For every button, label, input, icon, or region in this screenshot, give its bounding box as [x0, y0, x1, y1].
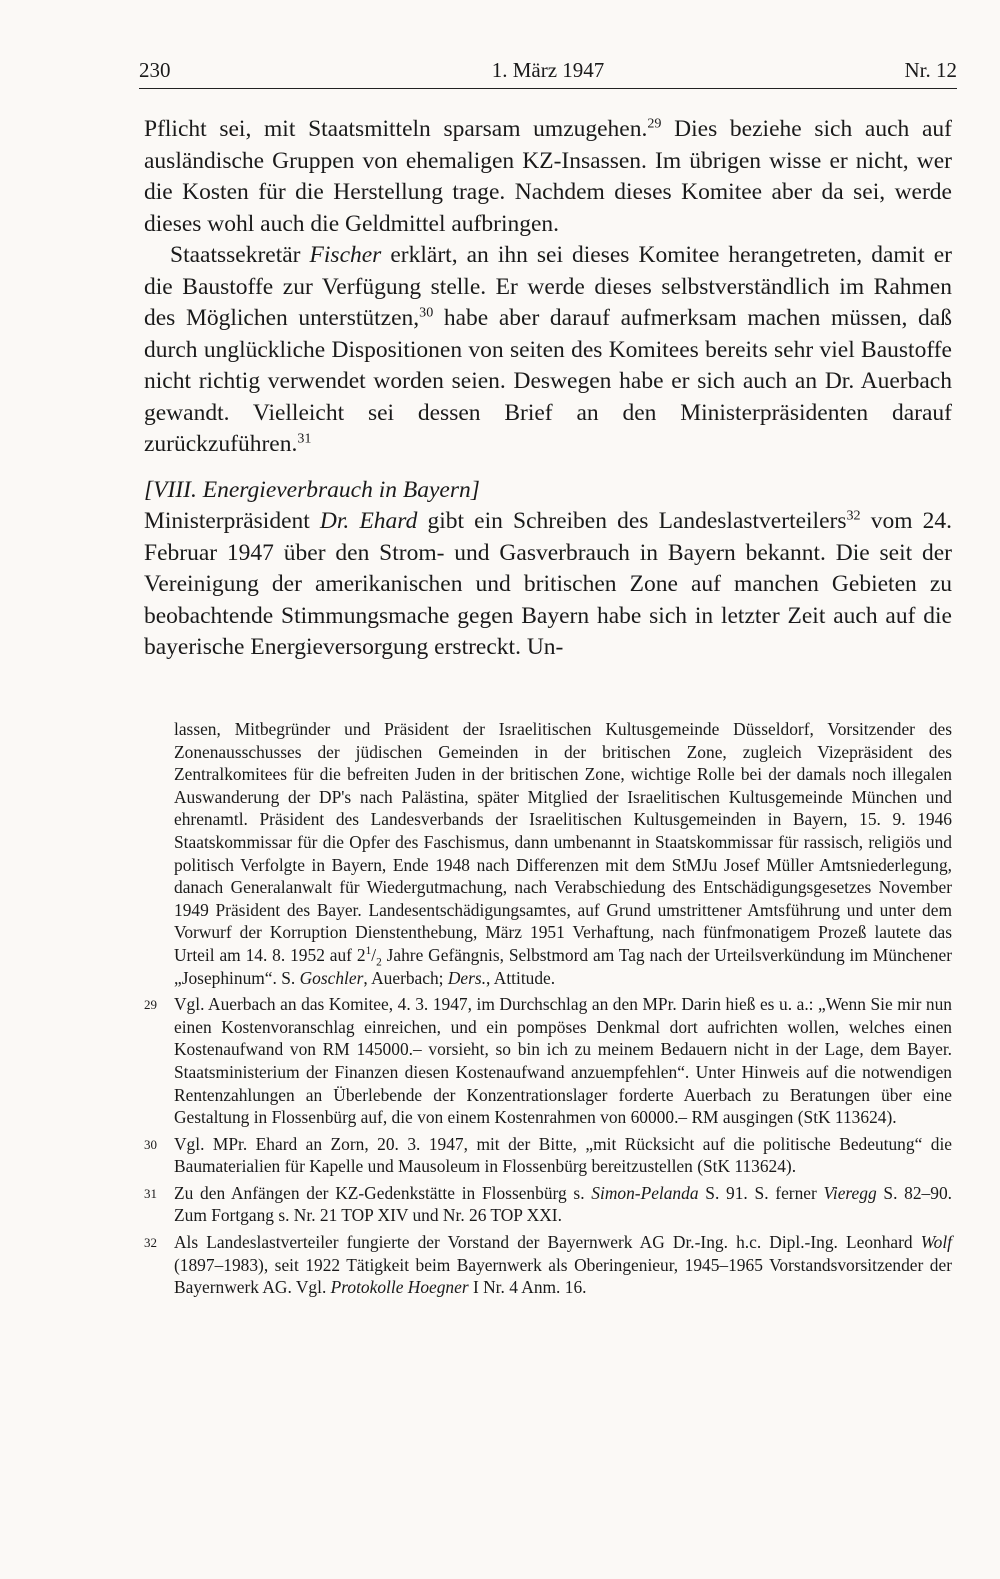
person-name: Dr. Ehard	[319, 508, 418, 534]
fraction: $2^1/_2$	[356, 944, 382, 969]
footnote-continuation: lassen, Mitbegründer und Präsident der Israelitischen Kultusgemeinde Düsseldorf, Vorsitzender des Zonenausschusses der jüdischen Gemeinden in der britischen Zone, zugleich Vizepräsident des Zentralkomitees für die befreiten Juden in der britischen Zone, wichtige Rolle bei der damals noch illegalen Auswanderung der DP's nach Palästina, später Mitglied der Israelitischen Kultusgemeinde München und ehrenamtl. Präsident des Landesverbands der Israelitischen Kultusgemeinden in Bayern, 15. 9. 1946 Staatskommissar für die Opfer des Faschismus, dann umbenannt in Staatskommissar für rassisch, religiös und politisch Verfolgte in Bayern, Ende 1948 nach Differenzen mit dem StMJu Josef Müller Amtsniederlegung, danach Generalanwalt für Wiedergutmachung, nach Verabschiedung des Entschädigungsgesetzes November 1949 Präsident des Bayer. Landesentschädigungsamtes, auf Grund umstrittener Amtsführung und unter dem Vorwurf der Korruption Dienstenthebung, März 1951 Verhaftung, nach fünfmonatigem Prozeß lautete das Urteil am 14. 8. 1952 auf $2^1/_2$ Jahre Gefängnis, Selbstmord am Tag nach der Urteilsverkündung im Münchener „Josephinum“. S. Goschler, Auerbach; Ders., Attitude.	[174, 719, 952, 988]
footnote-31	[144, 1182, 952, 1227]
footnote-number: 32	[144, 1235, 157, 1251]
footnotes	[144, 718, 952, 1299]
footnote-ref-30: 30	[419, 304, 434, 321]
running-header	[139, 50, 957, 86]
paragraph-1: Pflicht sei, mit Staatsmitteln sparsam umzugehen.$^{29}$ Dies beziehe sich auch auf ausländische Gruppen von ehemaligen KZ-Insassen. Im übrigen wisse er nicht, wer die Kosten für die Herstellung trage. Nachdem dieses Komitee aber da sei, werde dieses wohl auch die Geldmittel aufbringen.	[144, 115, 952, 237]
header-date: 1. März 1947	[491, 58, 605, 82]
header-rule	[139, 88, 957, 89]
footnote-number: 31	[144, 1185, 157, 1201]
footnote-number: 30	[144, 1136, 157, 1152]
paragraph-3: Ministerpräsident Dr. Ehard gibt ein Schreiben des Landeslastverteilers$^{32}$ vom 24. Februar 1947 über den Strom- und Gasverbrauch in Bayern bekannt. Die seit der Vereinigung der amerikanischen und britischen Zone auf manchen Gebieten zu beobachtende Stimmungsmache gegen Bayern habe sich in letzter Zeit auch auf die bayerische Energieversorgung erstreckt. Un-	[144, 507, 953, 660]
footnote-text: Als Landeslastverteiler fungierte der Vorstand der Bayernwerk AG Dr.-Ing. h.c. Dipl.-Ing. Leonhard Wolf (1897–1983), seit 1922 Tätigkeit beim Bayernwerk als Oberingenieur, 1945–1965 Vorstandsvorsitzender der Bayernwerk AG. Vgl. Protokolle Hoegner I Nr. 4 Anm. 16.	[174, 1232, 952, 1298]
section-heading: [VIII. Energieverbrauch in Bayern]	[144, 476, 480, 503]
footnote-number: 29	[144, 997, 157, 1013]
footnote-ref-32: 32	[846, 507, 861, 524]
footnote-text: Zu den Anfängen der KZ-Gedenkstätte in Flossenbürg s. Simon-Pelanda S. 91. S. ferner Vieregg S. 82–90. Zum Fortgang s. Nr. 21 TOP XIV und Nr. 26 TOP XXI.	[174, 1182, 952, 1226]
person-name: Fischer	[309, 242, 382, 268]
footnote-32	[144, 1231, 952, 1299]
footnote-ref-29: 29	[647, 115, 662, 132]
footnote-text: Vgl. MPr. Ehard an Zorn, 20. 3. 1947, mit der Bitte, „mit Rücksicht auf die politische Bedeutung“ die Baumaterialien für Kapelle und Mausoleum in Flossenbürg bereitzustellen (StK 113624).	[174, 1133, 952, 1177]
footnote-29	[144, 993, 952, 1129]
footnote-30	[144, 1133, 952, 1178]
document-number: Nr. 12	[904, 58, 957, 82]
paragraph-2: Staatssekretär Fischer erklärt, an ihn sei dieses Komitee herangetreten, damit er die Baustoffe zur Verfügung stelle. Er werde dieses selbstverständlich im Rahmen des Möglichen unterstützen,$^{30}$ habe aber darauf aufmerksam machen müssen, daß durch unglückliche Dispositionen von seiten des Komitees bereits sehr viel Baustoffe nicht richtig verwendet worden seien. Deswegen habe er sich auch an Dr. Auerbach gewandt. Vielleicht sei dessen Brief an den Ministerpräsidenten darauf zurückzuführen.$^{31}$	[144, 242, 952, 457]
page-number: 230	[139, 58, 171, 82]
footnote-ref-31: 31	[297, 430, 312, 447]
footnote-text: Vgl. Auerbach an das Komitee, 4. 3. 1947, im Durchschlag an den MPr. Darin hieß es u. a.: „Wenn Sie mir nun einen Kostenvoranschlag einreichen, und ein pompöses Denkmal dort aufrichten wollen, welches einen Kostenaufwand von RM 145000.– vorsieht, so bin ich zu meinem Bedauern nicht in der Lage, dem Bayer. Staatsministerium der Finanzen diesen Kostenaufwand anzuempfehlen“. Unter Hinweis auf die notwendigen Rentenzahlungen an Überlebende der Konzentrationslager forderte Auerbach zu Beratungen über eine Gestaltung in Flossenbürg auf, die von einem Kostenrahmen von 60000.– RM ausgingen (StK 113624).	[174, 994, 952, 1128]
main-text	[144, 114, 952, 664]
